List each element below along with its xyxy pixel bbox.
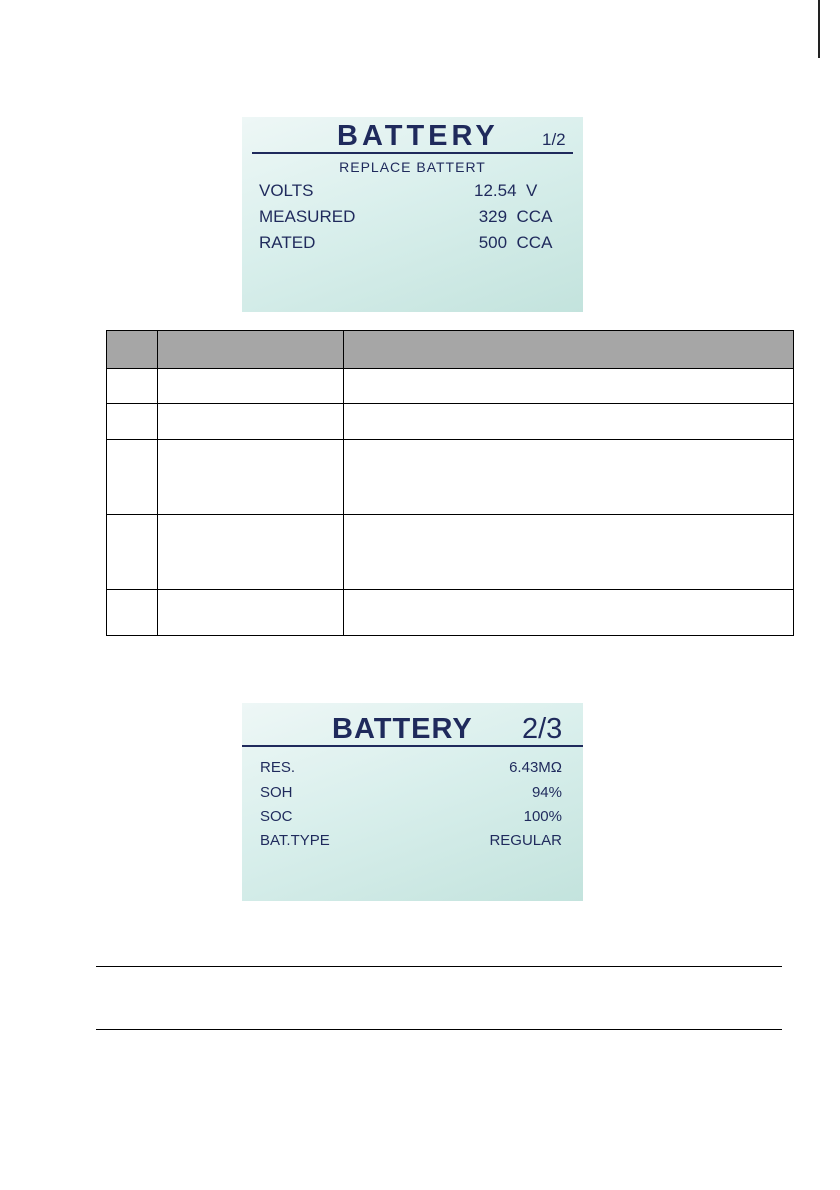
- row-value: 94%: [531, 784, 562, 801]
- description-table: [106, 330, 794, 636]
- table-cell: [344, 369, 794, 404]
- row-value: 500 CCA: [474, 233, 553, 252]
- table-cell: [158, 515, 344, 590]
- table-cell: [344, 590, 794, 636]
- table-cell: [344, 440, 794, 515]
- table-cell: [107, 369, 158, 404]
- page-cut-line: [818, 0, 820, 58]
- table-row: [107, 440, 794, 515]
- row-value: REGULAR: [489, 832, 562, 849]
- row-value: 100%: [523, 808, 562, 825]
- table-header-cell: [107, 331, 158, 369]
- table-cell: [158, 590, 344, 636]
- row-label: RATED: [259, 233, 316, 252]
- screen1-row-volts: [259, 181, 565, 203]
- table-cell: [344, 515, 794, 590]
- table-cell: [344, 404, 794, 440]
- table-cell: [107, 515, 158, 590]
- table-cell: [158, 369, 344, 404]
- table-cell: [107, 440, 158, 515]
- row-value: 329 CCA: [474, 207, 553, 226]
- screen1-page-indicator: 1/2: [542, 130, 566, 149]
- screen2-page-indicator: 2/3: [522, 713, 563, 745]
- table-header-cell: [158, 331, 344, 369]
- screen1-row-rated: [259, 233, 565, 255]
- table-header-cell: [344, 331, 794, 369]
- row-label: VOLTS: [259, 181, 314, 200]
- screen2-row-soh: [260, 784, 562, 806]
- screen2-row-bat-type: [260, 832, 562, 854]
- table-cell: [107, 404, 158, 440]
- screen2-row-res: [260, 759, 562, 781]
- row-value: 6.43MΩ: [509, 759, 562, 776]
- row-label: RES.: [260, 759, 296, 776]
- table-row: [107, 515, 794, 590]
- table-row: [107, 369, 794, 404]
- row-label: MEASURED: [259, 207, 356, 226]
- table-cell: [158, 440, 344, 515]
- lcd-screen-2: [242, 703, 583, 901]
- screen2-title-rule: [242, 745, 583, 747]
- note-bottom-rule: [96, 1029, 782, 1030]
- lcd-screen-1: [242, 117, 583, 312]
- table-row: [107, 590, 794, 636]
- row-label: BAT.TYPE: [260, 832, 330, 849]
- table-row: [107, 404, 794, 440]
- screen2-row-soc: [260, 808, 562, 830]
- row-label: SOH: [260, 784, 293, 801]
- screen2-title: BATTERY: [332, 713, 473, 745]
- screen1-title: BATTERY: [337, 120, 499, 152]
- screen1-message: REPLACE BATTERT: [339, 159, 486, 175]
- table-header-row: [107, 331, 794, 369]
- screen1-title-rule: [252, 152, 573, 154]
- row-value: 12.54 V: [474, 181, 538, 200]
- row-label: SOC: [260, 808, 293, 825]
- screen1-row-measured: [259, 207, 565, 229]
- table-cell: [158, 404, 344, 440]
- note-top-rule: [96, 966, 782, 967]
- table-cell: [107, 590, 158, 636]
